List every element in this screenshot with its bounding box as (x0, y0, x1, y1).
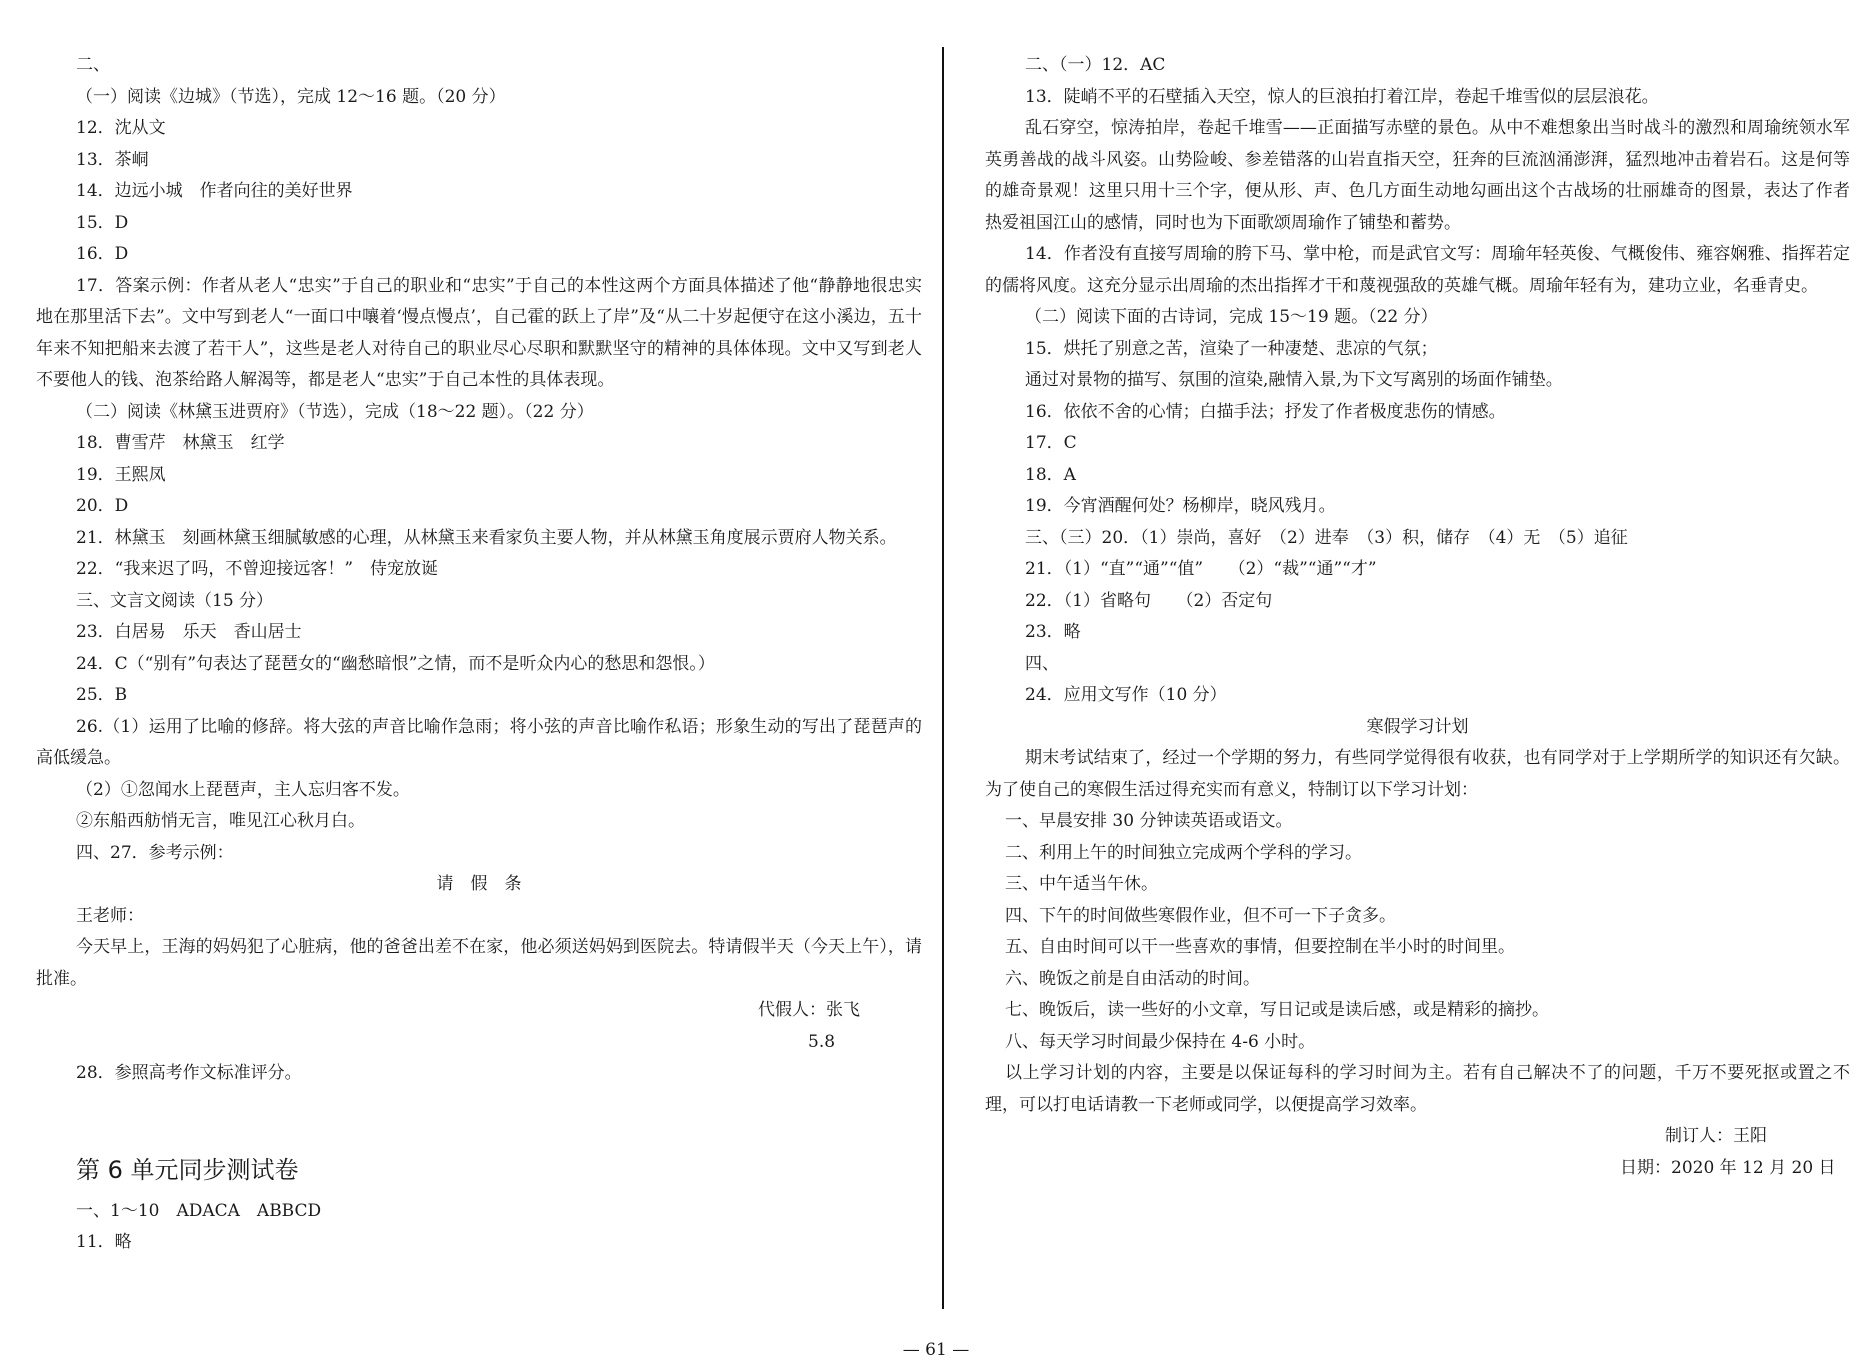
answer-line: 22．“我来迟了吗，不曾迎接远客！” 侍宠放诞 (76, 559, 439, 579)
answer-line: 20．D (76, 496, 129, 516)
unit-title: 第 6 单元同步测试卷 (76, 1155, 299, 1184)
plan-date: 日期：2020 年 12 月 20 日 (1620, 1157, 1836, 1178)
answer-line: 15．烘托了别意之苦，渲染了一种凄楚、悲凉的气氛； (1025, 338, 1438, 359)
plan-item: 三、中午适当午休。 (1005, 874, 1158, 894)
spacer (36, 1090, 922, 1132)
answer-line: 一、1～10 ADACA ABBCD (76, 1200, 322, 1221)
answer-line: 15．D (76, 212, 129, 233)
answer-paragraph: 乱石穿空，惊涛拍岸，卷起千堆雪——正面描写赤壁的景色。从中不难想象出当时战斗的激烈和周瑜统领水军英勇善战的战斗风姿。山势险峻、参差错落的山岩直指天空，狂奔的巨流汹涌澎湃，猛烈地冲击着岩石。这是何等的雄奇景观！这里只用十三个字，便从形、声、色几方面生动地勾画出这个古战场的壮丽雄奇的图景，表达了作者热爱祖国江山的感情，同时也为下面歌颂周瑜作了铺垫和蓄势。 (985, 118, 1850, 233)
answer-line: 23．白居易 乐天 香山居士 (76, 622, 302, 642)
leave-note-date: 5.8 (808, 1031, 836, 1052)
plan-item: 二、利用上午的时间独立完成两个学科的学习。 (1005, 842, 1362, 863)
right-column (985, 50, 1850, 1184)
answer-line: 17．C (1025, 433, 1077, 453)
plan-maker: 制订人：王阳 (1665, 1126, 1767, 1146)
answer-line: （2）①忽闻水上琵琶声，主人忘归客不发。 (76, 779, 410, 800)
study-plan-intro: 期末考试结束了，经过一个学期的努力，有些同学觉得很有收获，也有同学对于上学期所学的知识还有欠缺。为了使自己的寒假生活过得充实而有意义，特制订以下学习计划： (985, 748, 1850, 800)
answer-line: 22．（1）省略句 （2）否定句 (1025, 590, 1273, 611)
plan-item: 八、每天学习时间最少保持在 4-6 小时。 (1005, 1031, 1316, 1052)
answer-line: 12．沈从文 (76, 118, 166, 138)
answer-line: 14．边远小城 作者向往的美好世界 (76, 181, 353, 201)
section-heading: （二）阅读《林黛玉进贾府》（节选），完成（18～22 题）。（22 分） (76, 401, 594, 422)
plan-item: 四、下午的时间做些寒假作业，但不可一下子贪多。 (1005, 905, 1396, 926)
section-heading: 二、 (76, 55, 110, 75)
answer-paragraph: 21．林黛玉 刻画林黛玉细腻敏感的心理，从林黛玉来看家负主要人物，并从林黛玉角度展示贾府人物关系。 (76, 527, 897, 548)
answer-line: 18．曹雪芹 林黛玉 红学 (76, 433, 285, 453)
section-heading: （二）阅读下面的古诗词，完成 15～19 题。（22 分） (1025, 307, 1438, 327)
leave-note-title: 请 假 条 (436, 874, 522, 894)
answer-line: 19．今宵酒醒何处？杨柳岸，晓风残月。 (1025, 496, 1336, 516)
answer-line: 16．依依不舍的心情；白描手法；抒发了作者极度悲伤的情感。 (1025, 401, 1506, 422)
answer-line: 19．王熙凤 (76, 464, 166, 485)
answer-paragraph: 14．作者没有直接写周瑜的胯下马、掌中枪，而是武官文写：周瑜年轻英俊、气概俊伟、雍容娴雅、指挥若定的儒将风度。这充分显示出周瑜的杰出指挥才干和蔑视强敌的英雄气概。周瑜年轻有为，建功立业，名垂青史。 (985, 244, 1850, 296)
section-heading: （一）阅读《边城》（节选），完成 12～16 题。（20 分） (76, 86, 506, 107)
section-heading: 二、（一）12．AC (1025, 55, 1166, 75)
page-number: — 61 — (902, 1340, 970, 1360)
plan-item: 六、晚饭之前是自由活动的时间。 (1005, 968, 1260, 989)
section-heading: 四、27．参考示例： (76, 842, 234, 863)
leave-note-salutation: 王老师： (76, 905, 144, 926)
answer-line: 18．A (1025, 464, 1076, 485)
plan-item: 七、晚饭后，读一些好的小文章，写日记或是读后感，或是精彩的摘抄。 (1005, 1000, 1549, 1020)
answer-line: 三、（三）20．（1）崇尚，喜好 （2）进奉 （3）积，储存 （4）无 （5）追征 (1025, 527, 1628, 548)
answer-line: 28．参照高考作文标准评分。 (76, 1063, 302, 1083)
section-heading: 三、文言文阅读（15 分） (76, 590, 274, 611)
plan-item: 一、早晨安排 30 分钟读英语或语文。 (1005, 811, 1293, 831)
section-heading: 四、 (1025, 653, 1059, 674)
answer-line: 通过对景物的描写、氛围的渲染,融情入景,为下文写离别的场面作铺垫。 (1025, 370, 1563, 390)
answer-paragraph: 26.（1）运用了比喻的修辞。将大弦的声音比喻作急雨；将小弦的声音比喻作私语；形象生动的写出了琵琶声的高低缓急。 (36, 716, 922, 768)
left-column (36, 50, 922, 1259)
answer-line: 13．茶峒 (76, 149, 149, 170)
answer-line: 23．略 (1025, 622, 1081, 642)
leave-note-signature: 代假人：张飞 (758, 1000, 860, 1020)
answer-line: 21．（1）“直”“通”“值” （2）“裁”“通”“才” (1025, 559, 1377, 579)
plan-item: 五、自由时间可以干一些喜欢的事情，但要控制在半小时的时间里。 (1005, 937, 1515, 957)
answer-line: 13．陡峭不平的石壁插入天空，惊人的巨浪拍打着江岸，卷起千堆雪似的层层浪花。 (1025, 86, 1659, 107)
answer-line: ②东船西舫悄无言，唯见江心秋月白。 (76, 811, 365, 831)
study-plan-closing: 以上学习计划的内容，主要是以保证每科的学习时间为主。若有自己解决不了的问题，千万不要死抠或置之不理，可以打电话请教一下老师或同学，以便提高学习效率。 (985, 1063, 1850, 1115)
study-plan-title: 寒假学习计划 (1366, 716, 1469, 737)
answer-line: 25．B (76, 685, 128, 705)
answer-paragraph: 17．答案示例：作者从老人“忠实”于自己的职业和“忠实”于自己的本性这两个方面具体描述了他“静静地很忠实地在那里活下去”。文中写到老人“一面口中嚷着‘慢点慢点’，自己霍的跃上了岸”及“从二十岁起便守在这小溪边，五十年来不知把船来去渡了若干人”，这些是老人对待自己的职业尽心尽职和默默坚守的精神的具体体现。文中又写到老人不要他人的钱、泡茶给路人解渴等，都是老人“忠实”于自己本性的具体表现。 (36, 275, 922, 390)
answer-line: 16．D (76, 244, 129, 264)
answer-line: 24．C（“别有”句表达了琵琶女的“幽愁暗恨”之情，而不是听众内心的愁思和怨恨。） (76, 653, 715, 674)
section-heading: 24．应用文写作（10 分） (1025, 685, 1227, 705)
column-divider (942, 47, 944, 1309)
answer-line: 11．略 (76, 1232, 132, 1252)
leave-note-body: 今天早上，王海的妈妈犯了心脏病，他的爸爸出差不在家，他必须送妈妈到医院去。特请假半天（今天上午），请批准。 (36, 937, 922, 989)
